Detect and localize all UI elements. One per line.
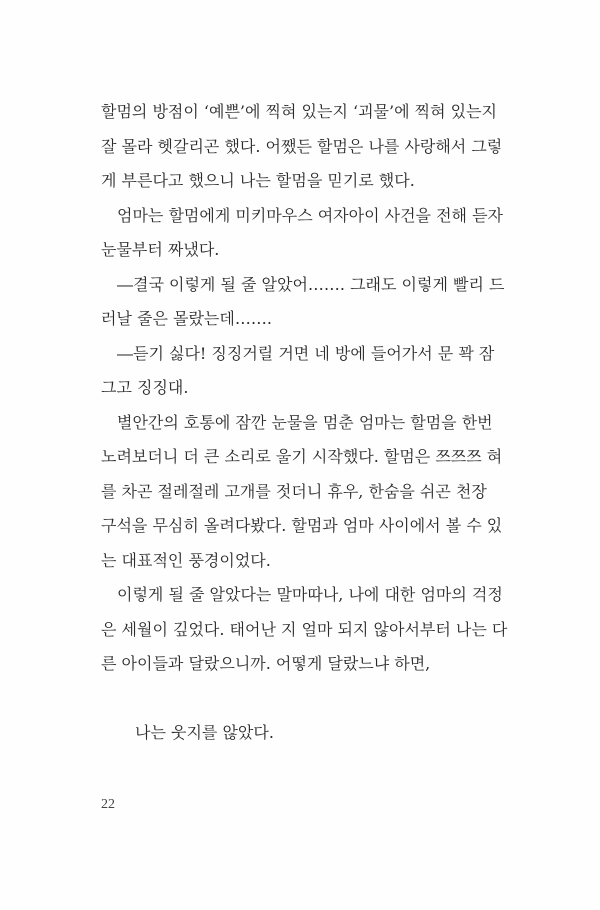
text-line: 는 대표적인 풍경이었다. <box>101 550 271 570</box>
text-line: 할멈의 방점이 ‘예쁜’에 찍혀 있는지 ‘괴물’에 찍혀 있는지 <box>101 102 497 121</box>
text-line: ―듣기 싫다! 징징거릴 거면 네 방에 들어가서 문 꽉 잠 <box>117 343 495 363</box>
text-line: 이렇게 될 줄 알았다는 말마따나, 나에 대한 엄마의 걱정 <box>117 585 503 604</box>
text-line: 엄마는 할멈에게 미키마우스 여자아이 사건을 전해 듣자 <box>117 205 504 225</box>
page-number: 22 <box>101 797 115 812</box>
text-line: 른 아이들과 달랐으니까. 어떻게 달랐느냐 하면, <box>101 654 431 673</box>
text-line: 은 세월이 깊었다. 태어난 지 얼마 되지 않아서부터 나는 다 <box>101 619 508 639</box>
text-line: 나는 웃지를 않았다. <box>135 723 274 742</box>
text-line: 러날 줄은 몰랐는데……. <box>101 309 272 328</box>
text-line: 별안간의 호통에 잠깐 눈물을 멈춘 엄마는 할멈을 한번 <box>117 412 493 432</box>
body-text <box>101 95 521 751</box>
text-line: 게 부른다고 했으니 나는 할멈을 믿기로 했다. <box>101 171 415 190</box>
text-line: 노려보더니 더 큰 소리로 울기 시작했다. 할멈은 쯔쯔쯔 혀 <box>101 447 503 466</box>
text-line: 구석을 무심히 올려다봤다. 할멈과 엄마 사이에서 볼 수 있 <box>101 516 503 535</box>
blank-line <box>101 682 521 717</box>
text-line: ―결국 이렇게 될 줄 알았어……. 그래도 이렇게 빨리 드 <box>117 274 505 294</box>
text-line: 를 차곤 절레절레 고개를 젓더니 휴우, 한숨을 쉬곤 천장 <box>101 481 487 501</box>
text-line: 잘 몰라 헷갈리곤 했다. 어쨌든 할멈은 나를 사랑해서 그렇 <box>101 136 503 156</box>
text-line: 눈물부터 짜냈다. <box>101 240 220 259</box>
text-line: 그고 징징대. <box>101 378 189 397</box>
